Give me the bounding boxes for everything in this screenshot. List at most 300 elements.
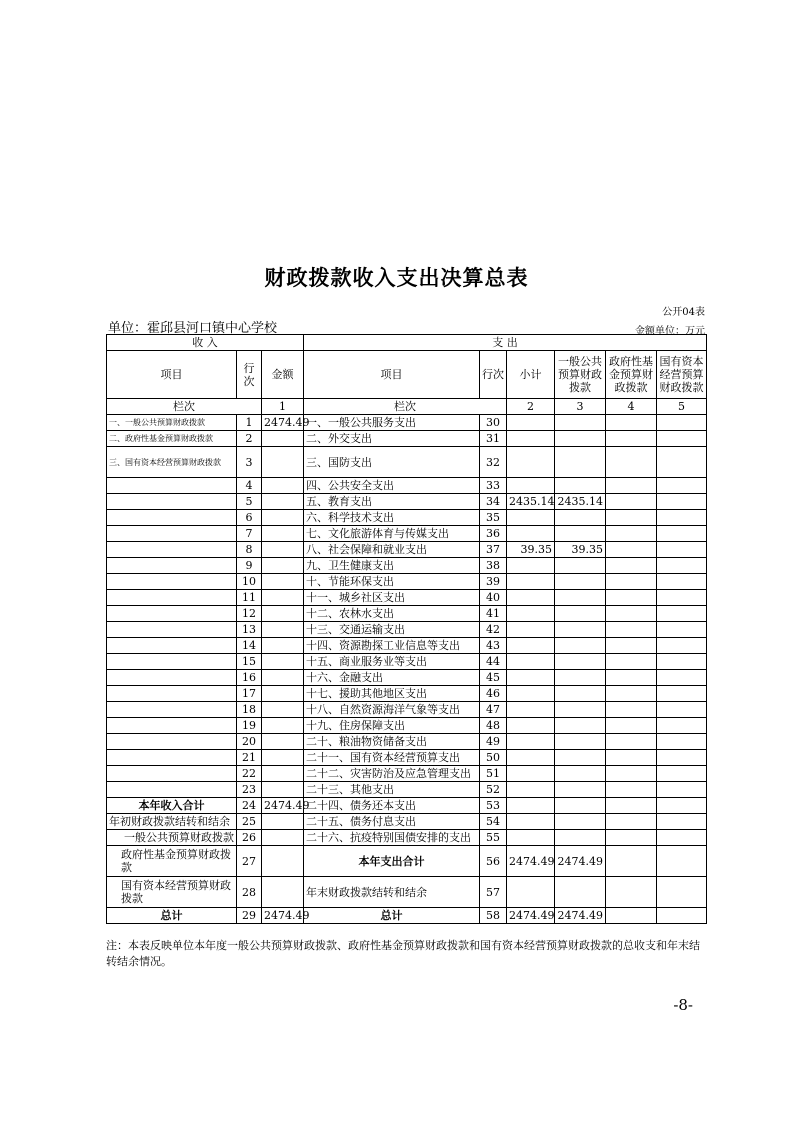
expense-line-number: 51 — [480, 766, 507, 782]
income-amount — [262, 622, 304, 638]
expense-item: 十七、援助其他地区支出 — [304, 686, 480, 702]
expense-state-capital — [657, 431, 707, 447]
expense-gov-fund — [606, 670, 657, 686]
table-row — [107, 686, 707, 702]
expense-state-capital — [657, 447, 707, 478]
money-unit-label: 金额单位：万元 — [635, 326, 705, 337]
table-row — [107, 702, 707, 718]
expense-state-capital — [657, 494, 707, 510]
expense-item: 十、节能环保支出 — [304, 574, 480, 590]
table-row — [107, 478, 707, 494]
expense-subtotal — [507, 766, 555, 782]
income-line-number: 6 — [237, 510, 262, 526]
expense-subtotal — [507, 558, 555, 574]
expense-state-capital — [657, 526, 707, 542]
income-amount — [262, 766, 304, 782]
expense-state-capital — [657, 510, 707, 526]
income-amount — [262, 846, 304, 877]
income-item — [107, 654, 237, 670]
expense-line-number: 44 — [480, 654, 507, 670]
expense-item: 十四、资源勘探工业信息等支出 — [304, 638, 480, 654]
column-number: 3 — [555, 399, 606, 415]
expense-state-capital — [657, 734, 707, 750]
table-row — [107, 798, 707, 814]
expense-line-number: 45 — [480, 670, 507, 686]
expense-gov-fund — [606, 814, 657, 830]
expense-line-number: 47 — [480, 702, 507, 718]
table-row — [107, 431, 707, 447]
table-row — [107, 766, 707, 782]
income-item — [107, 734, 237, 750]
expense-general-budget: 2435.14 — [555, 494, 606, 510]
income-line-number: 29 — [237, 908, 262, 924]
income-item — [107, 558, 237, 574]
expense-line-number: 34 — [480, 494, 507, 510]
expense-line-number: 40 — [480, 590, 507, 606]
income-item — [107, 670, 237, 686]
subtotal-header: 小计 — [507, 351, 555, 399]
expense-general-budget — [555, 798, 606, 814]
income-line-number: 23 — [237, 782, 262, 798]
table-row — [107, 830, 707, 846]
expense-gov-fund — [606, 830, 657, 846]
state-capital-header: 国有资本经营预算财政拨款 — [657, 351, 707, 399]
income-amount — [262, 814, 304, 830]
expense-subtotal — [507, 670, 555, 686]
income-line-number: 2 — [237, 431, 262, 447]
expense-state-capital — [657, 558, 707, 574]
income-line-number: 16 — [237, 670, 262, 686]
income-item — [107, 574, 237, 590]
expense-general-budget — [555, 830, 606, 846]
expense-subtotal — [507, 431, 555, 447]
expense-subtotal: 2474.49 — [507, 908, 555, 924]
expense-subtotal — [507, 654, 555, 670]
expense-state-capital — [657, 670, 707, 686]
income-amount — [262, 558, 304, 574]
expense-general-budget — [555, 526, 606, 542]
income-item — [107, 686, 237, 702]
income-amount: 2474.49 — [262, 415, 304, 431]
expense-general-budget — [555, 622, 606, 638]
expense-subtotal — [507, 478, 555, 494]
table-row — [107, 750, 707, 766]
expense-item: 五、教育支出 — [304, 494, 480, 510]
expense-gov-fund — [606, 415, 657, 431]
expense-general-budget — [555, 718, 606, 734]
page-number: -8- — [673, 996, 693, 1014]
income-amount — [262, 447, 304, 478]
expense-gov-fund — [606, 877, 657, 908]
expense-state-capital — [657, 606, 707, 622]
expense-line-number: 31 — [480, 431, 507, 447]
expense-line-number: 43 — [480, 638, 507, 654]
expense-gov-fund — [606, 558, 657, 574]
table-row — [107, 415, 707, 431]
table-row — [107, 494, 707, 510]
expense-state-capital — [657, 686, 707, 702]
table-row — [107, 447, 707, 478]
expense-line-number: 50 — [480, 750, 507, 766]
expense-general-budget — [555, 447, 606, 478]
expense-gov-fund — [606, 798, 657, 814]
income-item: 二、政府性基金预算财政拨款 — [107, 431, 237, 447]
column-label-left: 栏次 — [107, 399, 262, 415]
expense-general-budget — [555, 750, 606, 766]
income-line-header: 行次 — [237, 351, 262, 399]
expense-state-capital — [657, 908, 707, 924]
expense-state-capital — [657, 478, 707, 494]
income-amount — [262, 750, 304, 766]
income-amount — [262, 574, 304, 590]
expense-item-header: 项目 — [304, 351, 480, 399]
expense-line-number: 42 — [480, 622, 507, 638]
expense-gov-fund — [606, 478, 657, 494]
table-row — [107, 542, 707, 558]
expense-state-capital — [657, 638, 707, 654]
expense-line-number: 37 — [480, 542, 507, 558]
table-row — [107, 526, 707, 542]
expense-item: 十六、金融支出 — [304, 670, 480, 686]
expense-line-number: 54 — [480, 814, 507, 830]
income-line-number: 26 — [237, 830, 262, 846]
expense-general-budget — [555, 877, 606, 908]
table-row — [107, 718, 707, 734]
table-row — [107, 590, 707, 606]
form-number: 公开04表 — [662, 307, 705, 318]
expense-state-capital — [657, 877, 707, 908]
income-amount — [262, 830, 304, 846]
expense-state-capital — [657, 814, 707, 830]
expense-line-number: 48 — [480, 718, 507, 734]
expense-state-capital — [657, 415, 707, 431]
income-item — [107, 590, 237, 606]
expense-subtotal — [507, 574, 555, 590]
income-amount — [262, 526, 304, 542]
expense-general-budget — [555, 431, 606, 447]
income-item — [107, 750, 237, 766]
income-line-number: 12 — [237, 606, 262, 622]
expense-item: 三、国防支出 — [304, 447, 480, 478]
income-item-header: 项目 — [107, 351, 237, 399]
expense-item: 二、外交支出 — [304, 431, 480, 447]
income-line-number: 27 — [237, 846, 262, 877]
income-amount: 2474.49 — [262, 908, 304, 924]
expense-subtotal — [507, 526, 555, 542]
expense-line-number: 55 — [480, 830, 507, 846]
income-amount — [262, 510, 304, 526]
expense-item: 总计 — [304, 908, 480, 924]
expense-state-capital — [657, 830, 707, 846]
expense-subtotal — [507, 606, 555, 622]
expense-state-capital — [657, 654, 707, 670]
expense-general-budget — [555, 638, 606, 654]
table-row — [107, 846, 707, 877]
table-body — [107, 415, 707, 924]
expense-item: 二十五、债务付息支出 — [304, 814, 480, 830]
expense-item: 二十一、国有资本经营预算支出 — [304, 750, 480, 766]
income-amount — [262, 782, 304, 798]
expense-gov-fund — [606, 494, 657, 510]
income-line-number: 18 — [237, 702, 262, 718]
income-amount — [262, 718, 304, 734]
expense-item: 二十三、其他支出 — [304, 782, 480, 798]
income-header: 收 入 — [107, 335, 304, 351]
expense-line-number: 53 — [480, 798, 507, 814]
income-line-number: 8 — [237, 542, 262, 558]
expense-gov-fund — [606, 526, 657, 542]
fiscal-summary-table — [106, 334, 707, 924]
expense-subtotal — [507, 734, 555, 750]
income-item — [107, 638, 237, 654]
expense-item: 二十二、灾害防治及应急管理支出 — [304, 766, 480, 782]
table-row — [107, 670, 707, 686]
expense-subtotal — [507, 590, 555, 606]
income-line-number: 25 — [237, 814, 262, 830]
income-line-number: 20 — [237, 734, 262, 750]
expense-subtotal — [507, 830, 555, 846]
expense-item: 七、文化旅游体育与传媒支出 — [304, 526, 480, 542]
unit-label: 单位：霍邱县河口镇中心学校 — [108, 321, 278, 336]
expense-general-budget — [555, 782, 606, 798]
income-item: 政府性基金预算财政拨款 — [107, 846, 237, 877]
expense-item: 一、一般公共服务支出 — [304, 415, 480, 431]
expense-state-capital — [657, 846, 707, 877]
expense-header: 支 出 — [304, 335, 707, 351]
expense-line-number: 58 — [480, 908, 507, 924]
expense-general-budget — [555, 415, 606, 431]
column-number: 4 — [606, 399, 657, 415]
expense-state-capital — [657, 702, 707, 718]
income-line-number: 10 — [237, 574, 262, 590]
expense-gov-fund — [606, 510, 657, 526]
expense-line-number: 32 — [480, 447, 507, 478]
expense-item: 二十、粮油物资储备支出 — [304, 734, 480, 750]
income-line-number: 3 — [237, 447, 262, 478]
expense-gov-fund — [606, 431, 657, 447]
income-item — [107, 702, 237, 718]
income-item — [107, 542, 237, 558]
expense-subtotal: 39.35 — [507, 542, 555, 558]
income-item — [107, 622, 237, 638]
income-line-number: 13 — [237, 622, 262, 638]
expense-item: 十九、住房保障支出 — [304, 718, 480, 734]
income-amount — [262, 478, 304, 494]
income-amount — [262, 702, 304, 718]
expense-gov-fund — [606, 686, 657, 702]
table-row — [107, 574, 707, 590]
expense-subtotal — [507, 718, 555, 734]
expense-line-number: 30 — [480, 415, 507, 431]
expense-item: 十八、自然资源海洋气象等支出 — [304, 702, 480, 718]
table-row — [107, 622, 707, 638]
income-item: 三、国有资本经营预算财政拨款 — [107, 447, 237, 478]
income-line-number: 7 — [237, 526, 262, 542]
expense-state-capital — [657, 782, 707, 798]
general-budget-header: 一般公共预算财政拨款 — [555, 351, 606, 399]
expense-state-capital — [657, 766, 707, 782]
expense-gov-fund — [606, 734, 657, 750]
expense-line-number: 49 — [480, 734, 507, 750]
income-line-number: 4 — [237, 478, 262, 494]
expense-gov-fund — [606, 638, 657, 654]
income-item — [107, 526, 237, 542]
table-row — [107, 734, 707, 750]
income-item: 年初财政拨款结转和结余 — [107, 814, 237, 830]
expense-subtotal: 2435.14 — [507, 494, 555, 510]
expense-gov-fund — [606, 782, 657, 798]
expense-general-budget — [555, 702, 606, 718]
table-row — [107, 782, 707, 798]
table-row — [107, 638, 707, 654]
expense-subtotal — [507, 702, 555, 718]
expense-line-number: 57 — [480, 877, 507, 908]
table-row — [107, 654, 707, 670]
amount-header: 金额 — [262, 351, 304, 399]
income-amount — [262, 638, 304, 654]
income-amount — [262, 431, 304, 447]
expense-gov-fund — [606, 654, 657, 670]
table-row — [107, 877, 707, 908]
expense-gov-fund — [606, 606, 657, 622]
income-item: 国有资本经营预算财政拨款 — [107, 877, 237, 908]
expense-general-budget: 2474.49 — [555, 846, 606, 877]
income-line-number: 28 — [237, 877, 262, 908]
income-line-number: 21 — [237, 750, 262, 766]
expense-state-capital — [657, 542, 707, 558]
expense-gov-fund — [606, 766, 657, 782]
expense-general-budget — [555, 606, 606, 622]
expense-gov-fund — [606, 574, 657, 590]
income-item — [107, 782, 237, 798]
column-number: 1 — [262, 399, 304, 415]
expense-item: 二十四、债务还本支出 — [304, 798, 480, 814]
expense-item: 十五、商业服务业等支出 — [304, 654, 480, 670]
income-line-number: 14 — [237, 638, 262, 654]
expense-subtotal — [507, 782, 555, 798]
expense-line-number: 46 — [480, 686, 507, 702]
income-item: 本年收入合计 — [107, 798, 237, 814]
expense-item: 八、社会保障和就业支出 — [304, 542, 480, 558]
income-line-number: 9 — [237, 558, 262, 574]
income-line-number: 19 — [237, 718, 262, 734]
expense-general-budget — [555, 478, 606, 494]
expense-subtotal — [507, 750, 555, 766]
income-item — [107, 766, 237, 782]
column-number: 5 — [657, 399, 707, 415]
income-amount — [262, 686, 304, 702]
income-item — [107, 606, 237, 622]
income-line-number: 22 — [237, 766, 262, 782]
expense-gov-fund — [606, 908, 657, 924]
expense-item: 十一、城乡社区支出 — [304, 590, 480, 606]
column-number: 2 — [507, 399, 555, 415]
income-amount — [262, 542, 304, 558]
expense-subtotal — [507, 622, 555, 638]
income-item — [107, 478, 237, 494]
expense-gov-fund — [606, 590, 657, 606]
income-amount — [262, 606, 304, 622]
income-item — [107, 510, 237, 526]
expense-item: 九、卫生健康支出 — [304, 558, 480, 574]
expense-item: 六、科学技术支出 — [304, 510, 480, 526]
expense-gov-fund — [606, 718, 657, 734]
income-amount — [262, 670, 304, 686]
expense-general-budget — [555, 670, 606, 686]
expense-subtotal — [507, 798, 555, 814]
expense-general-budget — [555, 766, 606, 782]
table-row — [107, 558, 707, 574]
expense-state-capital — [657, 574, 707, 590]
income-item: 一般公共预算财政拨款 — [107, 830, 237, 846]
expense-state-capital — [657, 718, 707, 734]
expense-line-number: 39 — [480, 574, 507, 590]
expense-gov-fund — [606, 846, 657, 877]
expense-state-capital — [657, 622, 707, 638]
expense-line-number: 38 — [480, 558, 507, 574]
column-label-right: 栏次 — [304, 399, 507, 415]
expense-subtotal — [507, 686, 555, 702]
expense-item: 二十六、抗疫特别国债安排的支出 — [304, 830, 480, 846]
income-line-number: 11 — [237, 590, 262, 606]
page-title: 财政拨款收入支出决算总表 — [264, 266, 529, 290]
expense-line-header: 行次 — [480, 351, 507, 399]
expense-general-budget: 2474.49 — [555, 908, 606, 924]
expense-item: 十二、农林水支出 — [304, 606, 480, 622]
expense-line-number: 36 — [480, 526, 507, 542]
income-line-number: 5 — [237, 494, 262, 510]
expense-gov-fund — [606, 622, 657, 638]
expense-item: 年末财政拨款结转和结余 — [304, 877, 480, 908]
income-item: 一、一般公共预算财政拨款 — [107, 415, 237, 431]
income-line-number: 1 — [237, 415, 262, 431]
expense-item: 四、公共安全支出 — [304, 478, 480, 494]
expense-subtotal — [507, 638, 555, 654]
expense-line-number: 56 — [480, 846, 507, 877]
expense-subtotal: 2474.49 — [507, 846, 555, 877]
income-amount — [262, 877, 304, 908]
income-line-number: 15 — [237, 654, 262, 670]
expense-item: 十三、交通运输支出 — [304, 622, 480, 638]
expense-general-budget — [555, 510, 606, 526]
table-row — [107, 606, 707, 622]
expense-subtotal — [507, 510, 555, 526]
income-item — [107, 494, 237, 510]
expense-subtotal — [507, 415, 555, 431]
income-item — [107, 718, 237, 734]
expense-general-budget — [555, 558, 606, 574]
table-row — [107, 510, 707, 526]
expense-subtotal — [507, 814, 555, 830]
expense-general-budget — [555, 686, 606, 702]
income-line-number: 24 — [237, 798, 262, 814]
expense-gov-fund — [606, 750, 657, 766]
income-amount — [262, 734, 304, 750]
expense-subtotal — [507, 877, 555, 908]
expense-state-capital — [657, 798, 707, 814]
expense-line-number: 41 — [480, 606, 507, 622]
expense-gov-fund — [606, 702, 657, 718]
table-row — [107, 908, 707, 924]
expense-gov-fund — [606, 542, 657, 558]
income-amount — [262, 590, 304, 606]
table-note: 注：本表反映单位本年度一般公共预算财政拨款、政府性基金预算财政拨款和国有资本经营预算财政拨款的总收支和年末结转结余情况。 — [106, 939, 700, 968]
expense-line-number: 33 — [480, 478, 507, 494]
expense-state-capital — [657, 750, 707, 766]
gov-fund-header: 政府性基金预算财政拨款 — [606, 351, 657, 399]
expense-line-number: 35 — [480, 510, 507, 526]
table-row — [107, 814, 707, 830]
